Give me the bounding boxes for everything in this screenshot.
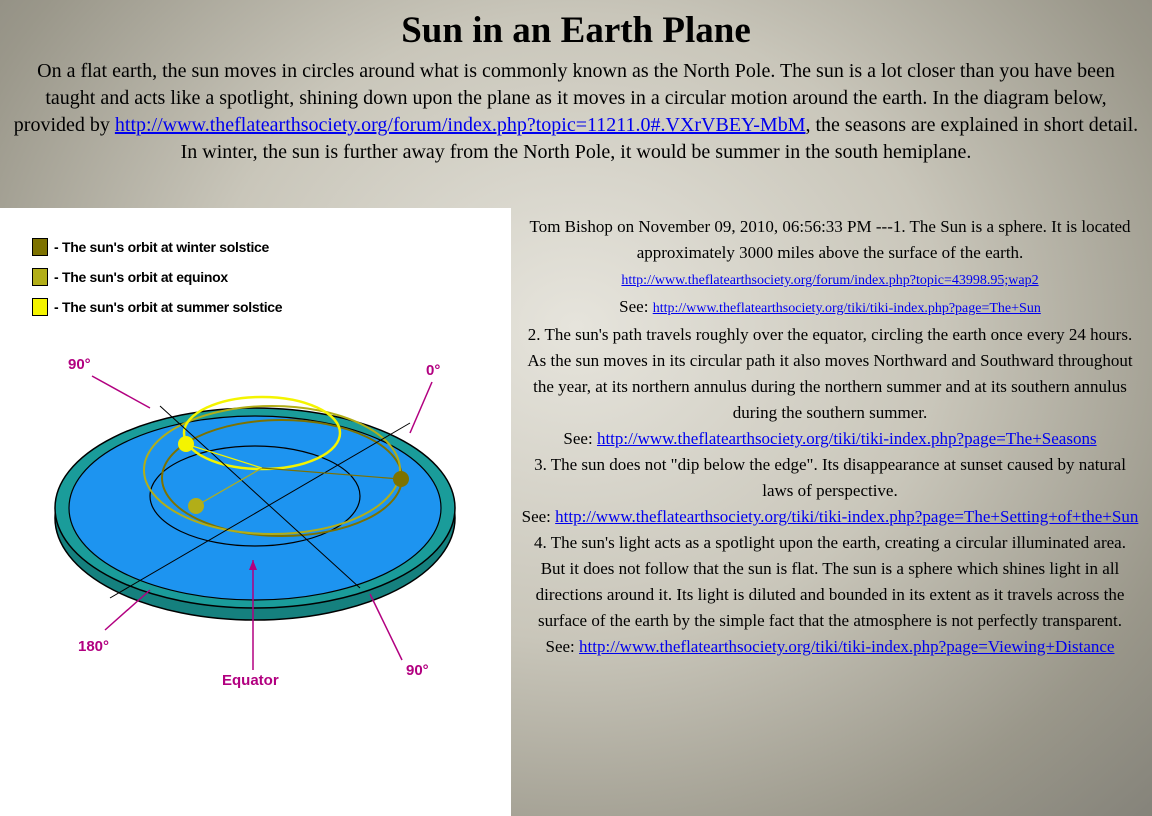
point-1 <box>520 214 1140 322</box>
intro-paragraph <box>12 58 1140 166</box>
point-3-see-link[interactable]: http://www.theflatearthsociety.org/tiki/tiki-index.php?page=The+Setting+of+the+Sun <box>555 507 1139 526</box>
legend-swatch-equinox <box>32 268 48 286</box>
pointer-0 <box>410 382 432 433</box>
point-2 <box>520 322 1140 452</box>
point-2-see: See: <box>563 429 597 448</box>
point-4 <box>520 530 1140 660</box>
intro-text-before: On a flat earth, the sun moves in circles around what is commonly known as the North Pole. The sun is a lot closer than you have been taught and acts like a spotlight, shining down upon the plane as it moves in a circular motion around the earth. In the diagram below, provided by <box>13 60 1115 136</box>
label-90-bottom: 90° <box>406 662 429 679</box>
intro-source-link[interactable]: http://www.theflatearthsociety.org/forum/index.php?topic=11211.0#.VXrVBEY-MbM <box>114 114 806 136</box>
point-2-see-link[interactable]: http://www.theflatearthsociety.org/tiki/tiki-index.php?page=The+Seasons <box>596 429 1097 448</box>
point-3 <box>520 452 1140 530</box>
legend-label-equinox: - The sun's orbit at equinox <box>54 269 228 285</box>
pointer-90-bottom <box>370 594 402 660</box>
winter-sun <box>393 471 409 487</box>
explanation-panel <box>520 214 1140 660</box>
point-1-forum-link[interactable]: http://www.theflatearthsociety.org/forum/index.php?topic=43998.95;wap2 <box>621 273 1039 288</box>
intro-text-after: , the seasons are explained in short detail. In winter, the sun is further away from the North Pole, it would be summer in the south hemiplane. <box>180 114 1139 163</box>
point-4-text: 4. The sun's light acts as a spotlight upon the earth, creating a circular illuminated area. But it does not follow that the sun is flat. The sun is a sphere which shines light in all directions around it. Its light is diluted and bounded in its extent as it travels across the surface of the earth by the simple fact that the atmosphere is not perfectly transparent. <box>534 533 1126 630</box>
label-0: 0° <box>426 362 441 379</box>
point-4-see: See: <box>545 637 580 656</box>
legend-label-summer: - The sun's orbit at summer solstice <box>54 299 283 315</box>
point-4-see-link[interactable]: http://www.theflatearthsociety.org/tiki/tiki-index.php?page=Viewing+Distance <box>579 637 1115 656</box>
legend-swatch-summer <box>32 298 48 316</box>
point-1-text: Tom Bishop on November 09, 2010, 06:56:33 PM ---1. The Sun is a sphere. It is located approximately 3000 miles above the surface of the earth. <box>529 217 1131 262</box>
equinox-sun <box>188 498 204 514</box>
legend-swatch-winter <box>32 238 48 256</box>
point-1-see-link[interactable]: http://www.theflatearthsociety.org/tiki/tiki-index.php?page=The+Sun <box>652 301 1041 316</box>
point-2-text: 2. The sun's path travels roughly over the equator, circling the earth once every 24 hours. As the sun moves in its circular path it also moves Northward and Southward throughout the year, at its northern annulus during the northern summer and at its southern annulus during the southern summer. <box>527 325 1133 422</box>
flat-earth-diagram <box>0 208 511 816</box>
label-180: 180° <box>78 638 110 655</box>
legend-label-winter: - The sun's orbit at winter solstice <box>54 239 270 255</box>
summer-sun <box>178 436 194 452</box>
point-1-see: See: <box>619 297 653 316</box>
label-90-top: 90° <box>68 356 91 373</box>
pointer-90-top <box>92 376 150 408</box>
page-title: Sun in an Earth Plane <box>401 10 751 51</box>
point-3-text: 3. The sun does not "dip below the edge". Its disappearance at sunset caused by natural laws of perspective. <box>534 455 1126 500</box>
label-equator: Equator <box>222 672 279 689</box>
point-3-see: See: <box>521 507 556 526</box>
